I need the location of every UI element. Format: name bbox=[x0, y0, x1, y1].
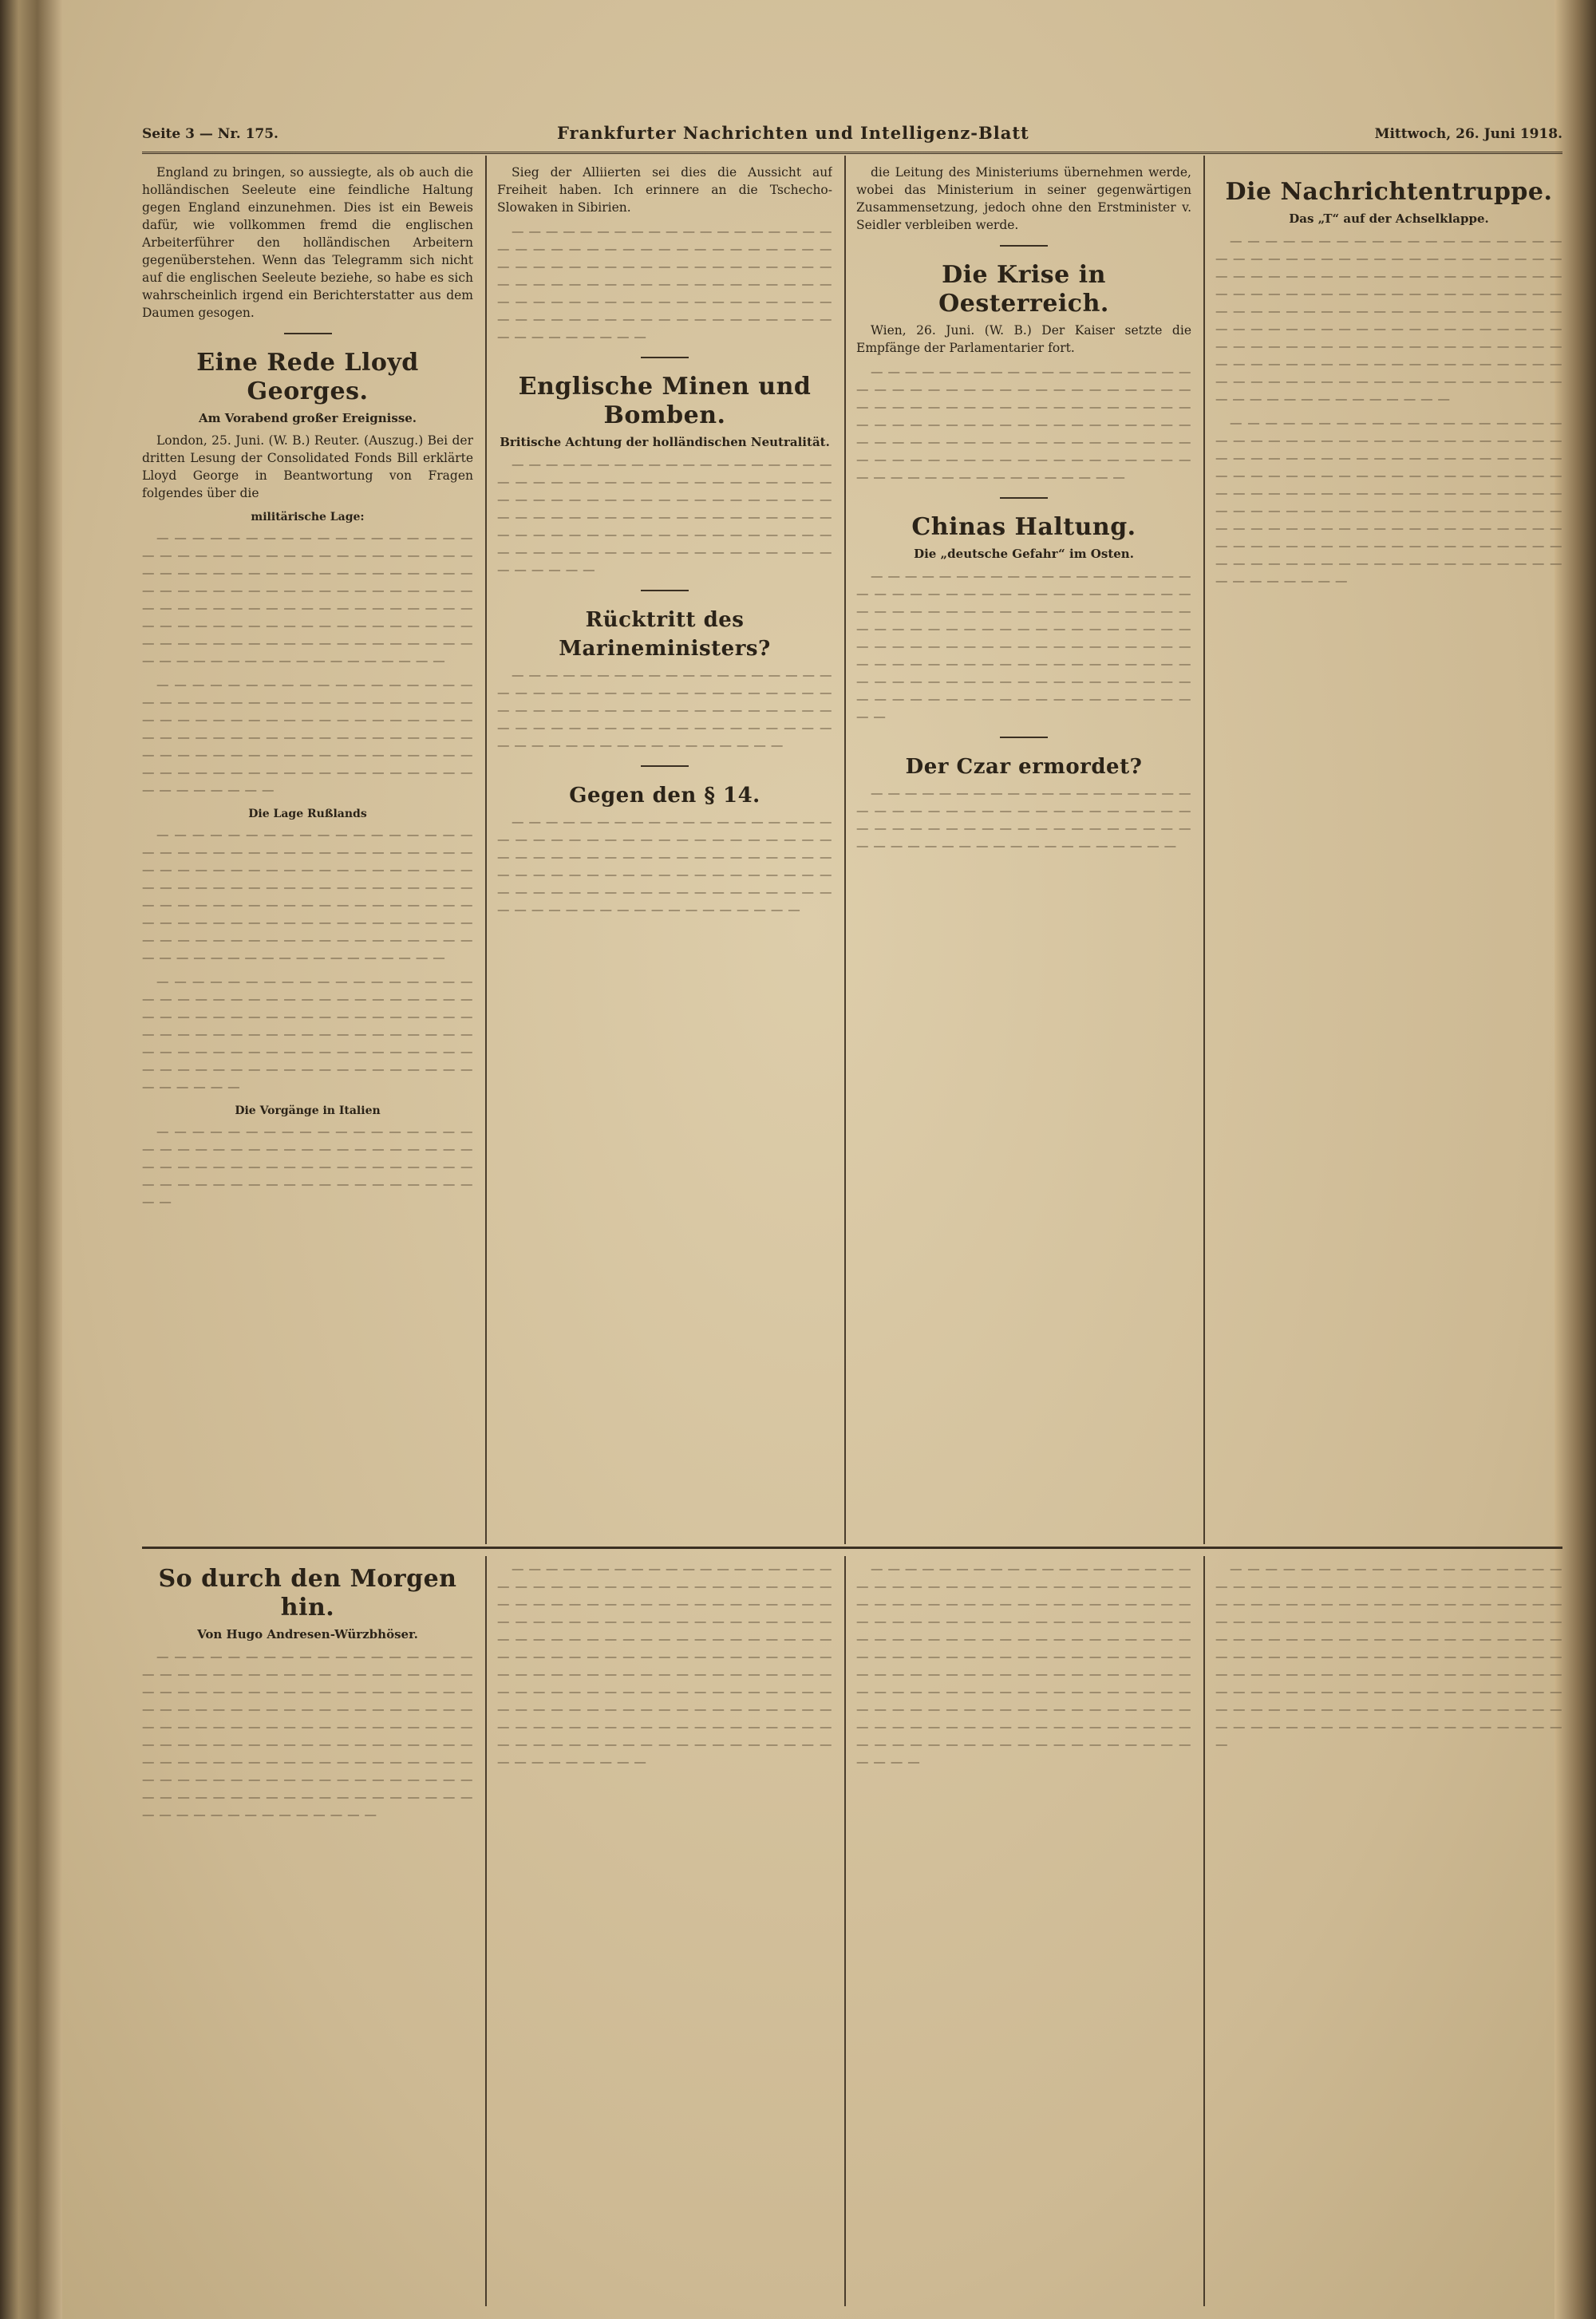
article-subhead: Das „T“ auf der Achselklappe. bbox=[1289, 211, 1489, 226]
intro-paragraph: Sieg der Alliierten sei dies die Aussicht auf Freiheit haben. Ich erinnere an die Tschecho-Slowaken in Sibirien. bbox=[497, 165, 832, 215]
body-text: — — — — — — — — — — — — — — — — — — — — — — — — — — — — — — — — — — — — — — — — — — — — — — — — — — — — — — — — — — — — — — — — — — — — — — — — — — — — — — — — — — — — — — — — — — — — — — — — — — — — — — — — — — — — — — — — — — — — — — — — — — — bbox=[497, 224, 832, 344]
column-rule bbox=[844, 156, 846, 1544]
article-headline: Rücktritt des Marineministers? bbox=[559, 608, 771, 661]
article-headline: Die Krise in Oesterreich. bbox=[938, 261, 1109, 318]
feuilleton-column-4 bbox=[1215, 1560, 1562, 2302]
issue-date: Mittwoch, 26. Juni 1918. bbox=[1374, 126, 1562, 142]
feuilleton-divider bbox=[142, 1547, 1562, 1549]
body-text: — — — — — — — — — — — — — — — — — — — — — — — — — — — — — — — — — — — — — — — — — — — — — — — — — — — — — — — — — — — — — — — — — — — — — — — — — — — — bbox=[856, 786, 1191, 853]
column-4 bbox=[1215, 164, 1562, 1540]
feuilleton-column-1 bbox=[142, 1560, 473, 2302]
column-rule bbox=[844, 1556, 846, 2306]
intro-paragraph: England zu bringen, so aussiegte, als ob auch die holländischen Seeleute eine feindliche Haltung gegen England einzunehmen. Dies ist ein Beweis dafür, wie vollkommen fremd die englischen Arbeiterführer den holländischen Arbeitern gegenüberstehen. Wenn das Telegramm sich nicht auf die englischen Seeleute beziehe, so habe es sich wahrscheinlich irgend ein Berichterstatter aus dem Daumen gesogen. bbox=[142, 165, 473, 320]
column-rule bbox=[485, 1556, 487, 2306]
body-text: — — — — — — — — — — — — — — — — — — — — — — — — — — — — — — — — — — — — — — — — — — — — — — — — — — — — — — — — — — — — — — — — — — — — — — — — — — — — — — — — — — — — — — — — — — — — — — — — — — — — — — — — — — — — — — — — — bbox=[497, 815, 832, 917]
intro-paragraph: die Leitung des Ministeriums übernehmen werde, wobei das Ministerium in seiner gegenwärtigen Zusammensetzung, jedoch ohne den Erstminister v. Seidler verbleiben werde. bbox=[856, 165, 1191, 232]
article-lead: Wien, 26. Juni. (W. B.) Der Kaiser setzte die Empfänge der Parlamentarier fort. bbox=[856, 323, 1191, 355]
body-text: — — — — — — — — — — — — — — — — — — — — — — — — — — — — — — — — — — — — — — — — — — — — — — — — — — — — — — — — — — — — — — — — — — — — — — — — — — — — — — — — — — — — — — — — — — — — — — — — — — — — — — — — — — — — — — — — — — — — — — — — — — — — — — — — — — — — — — — — — — — — — — — — — — — — — — — — — — — — — — — — — — — — — — — — — — — — — — — — — — — — — — — — bbox=[142, 1649, 473, 1822]
column-3 bbox=[856, 164, 1191, 1540]
article-headline: Der Czar ermordet? bbox=[905, 755, 1143, 779]
section-heading: militärische Lage: bbox=[251, 511, 365, 523]
separator bbox=[641, 765, 689, 767]
article-headline: Chinas Haltung. bbox=[911, 513, 1136, 541]
body-text: — — — — — — — — — — — — — — — — — — — — — — — — — — — — — — — — — — — — — — — — — — — — — — — — — — — — — — — — — — — — — — — — — — — — — — — — — — — — — — — — — — — — — — — — — — — — — — — — — — — — — — — — — — — — — — — — — — — — — — — — — — — — — — — — — — — — — — — — — — — — — — — — — — — — — — — — — — — — — — — — — — — — — — — — — — — — — — — — — — — — — — — — — — — — — — — — — — — — — — — — — — — — — — — — — — — — — bbox=[856, 1562, 1191, 1769]
body-text: — — — — — — — — — — — — — — — — — — — — — — — — — — — — — — — — — — — — — — — — — — — — — — — — — — — — — — — — — — — — — — — — — — — — — — — — — — — — — — — — — — — — — — — — — — — — — — — — — — — — — — — — — — — — — — — — — — — — — — — — — — — — — — — — — — bbox=[856, 365, 1191, 484]
section-heading: Die Vorgänge in Italien bbox=[235, 1104, 381, 1117]
article-subhead: Am Vorabend großer Ereignisse. bbox=[198, 411, 417, 425]
article-subhead: Britische Achtung der holländischen Neutralität. bbox=[500, 435, 830, 449]
article-headline: Englische Minen und Bomben. bbox=[518, 373, 812, 429]
separator bbox=[284, 333, 332, 334]
newspaper-page bbox=[62, 0, 1562, 2319]
column-rule bbox=[485, 156, 487, 1544]
separator bbox=[1000, 737, 1048, 738]
body-text: — — — — — — — — — — — — — — — — — — — — — — — — — — — — — — — — — — — — — — — — — — — — — — — — — — — — — — — — — — — — — — — — — — — — — — — — — — — — — — — — — — — — — — — — — — — — — — — — — — — — — — — — — — — — — — — — — — — — — — — — — — — — — — — — — — — — — — — — — — — — — — — — — — — — — — bbox=[142, 828, 473, 965]
article-headline: Die Nachrichtentruppe. bbox=[1225, 178, 1553, 206]
feuilleton-column-2 bbox=[497, 1560, 832, 2302]
separator bbox=[641, 590, 689, 591]
column-rule bbox=[1203, 156, 1205, 1544]
newspaper-title: Frankfurter Nachrichten und Intelligenz-Blatt bbox=[557, 123, 1029, 143]
body-text: — — — — — — — — — — — — — — — — — — — — — — — — — — — — — — — — — — — — — — — — — — — — — — — — — — — — — — — — — — — — — — — — — — — — — — — — — — — — — — — — — — — — — — — — — — — — — — — — — — — — — — — — — — — — — — — — — — — — — — — — — — — — — — — — — — — — — — — — — — — — — — — — — — — — — — — — — — — — — — — — — — — — — — — — — — — — — — — — — — — — — — — — — — — — — — — — — — — — — — — — — — — — — — — — — — — — — — — — — — bbox=[497, 1562, 832, 1769]
column-2 bbox=[497, 164, 832, 1540]
article-headline: Gegen den § 14. bbox=[569, 784, 760, 808]
body-text: — — — — — — — — — — — — — — — — — — — — — — — — — — — — — — — — — — — — — — — — — — — — — — — — — — — — — — — — — — — — — — — — — — — — — — — — — — — — — — — — — — — — — — — — — — — — — — — — — — — — — — — — — — — — — — — — — — — — — — — — — — — — — — — — — — — — — — — — — — — — — — — — — — — — — — — — — — bbox=[856, 569, 1191, 724]
body-text: — — — — — — — — — — — — — — — — — — — — — — — — — — — — — — — — — — — — — — — — — — — — — — — — — — — — — — — — — — — — — — — — — — — — — — — — — — — — — — — — — — — — — — — — — — — — — — — — — — — — — — — — — — — — — — — — — — — — — — — — — bbox=[142, 678, 473, 797]
left-page-edge bbox=[0, 0, 62, 2319]
body-text: — — — — — — — — — — — — — — — — — — — — — — — — — — — — — — — — — — — — — — — — — — — — — — — — — — — — — — — — — — — — — — — — — — — — — — — — — — — — — bbox=[142, 1124, 473, 1209]
article-subhead: Die „deutsche Gefahr“ im Osten. bbox=[914, 547, 1134, 561]
body-text: — — — — — — — — — — — — — — — — — — — — — — — — — — — — — — — — — — — — — — — — — — — — — — — — — — — — — — — — — — — — — — — — — — — — — — — — — — — — — — — — — — — — — — — — — — — — — — — — — — — — — — — — — — — — — — — — — — — — — — — — bbox=[497, 457, 832, 577]
column-rule bbox=[1203, 1556, 1205, 2306]
body-text: — — — — — — — — — — — — — — — — — — — — — — — — — — — — — — — — — — — — — — — — — — — — — — — — — — — — — — — — — — — — — — — — — — — — — — — — — — — — — — — — — — — — — — — — — — — — — — — — — — — — — — — — — — — — — — — — — — — — — — — bbox=[142, 974, 473, 1094]
column-1 bbox=[142, 164, 473, 1540]
article-lead: London, 25. Juni. (W. B.) Reuter. (Auszug.) Bei der dritten Lesung der Consolidated Fonds Bill erklärte Lloyd George in Beantwortung von Fragen folgendes über die bbox=[142, 433, 473, 500]
feuilleton-headline: So durch den Morgen hin. bbox=[158, 1565, 457, 1622]
feuilleton-byline: Von Hugo Andresen-Würzbhöser. bbox=[197, 1627, 418, 1641]
separator bbox=[1000, 497, 1048, 499]
body-text: — — — — — — — — — — — — — — — — — — — — — — — — — — — — — — — — — — — — — — — — — — — — — — — — — — — — — — — — — — — — — — — — — — — — — — — — — — — — — — — — — — — — — — — — — — — — — — — — — — — — — — — — — — — — — — — — — — — — — — — — — — — — — — — — — — — — — — — — — — — — — — — — — — — — — — — — — — — — — — — — — — — — — — — — — — — — — — — — — — — — — — — — — — — — — — — — — bbox=[1215, 234, 1562, 406]
separator bbox=[641, 357, 689, 358]
page-number: Seite 3 — Nr. 175. bbox=[142, 126, 279, 142]
body-text: — — — — — — — — — — — — — — — — — — — — — — — — — — — — — — — — — — — — — — — — — — — — — — — — — — — — — — — — — — — — — — — — — — — — — — — — — — — — — — — — — — — — — — — — — — — — — — — — — — — — — — — — — — — — — — — — — — — — — — — — — — — — — — — — — — — — — — — — — — — — — — — — — — — — — — — — — — — — — — — — — — — — — — — — — — — — — — — — — — — — — — — — — — — bbox=[1215, 416, 1562, 588]
article-headline: Eine Rede Lloyd Georges. bbox=[196, 349, 419, 405]
body-text: — — — — — — — — — — — — — — — — — — — — — — — — — — — — — — — — — — — — — — — — — — — — — — — — — — — — — — — — — — — — — — — — — — — — — — — — — — — — — — — — — — — — — — — — — — — — — — — — — — — — — — — — — — — — — — — — — — — — — — — — — — — — — — — — — — — — — — — — — — — — — — — — — — — — — — bbox=[142, 531, 473, 668]
page-header bbox=[142, 120, 1562, 154]
feuilleton-column-3 bbox=[856, 1560, 1191, 2302]
body-text: — — — — — — — — — — — — — — — — — — — — — — — — — — — — — — — — — — — — — — — — — — — — — — — — — — — — — — — — — — — — — — — — — — — — — — — — — — — — — — — — — — — — — — — — — — — — — — — — — — — — — — — — — — — — — — — — — — — — — — — — — — — — — — — — — — — — — — — — — — — — — — — — — — — — — — — — — — — — — — — — — — — — — — — — — — — — — — — — — — — — — — — — — — — — — — — — — — — — — — — — bbox=[1215, 1562, 1562, 1752]
section-heading: Die Lage Rußlands bbox=[248, 808, 367, 820]
body-text: — — — — — — — — — — — — — — — — — — — — — — — — — — — — — — — — — — — — — — — — — — — — — — — — — — — — — — — — — — — — — — — — — — — — — — — — — — — — — — — — — — — — — — — — — — — — — bbox=[497, 668, 832, 753]
separator bbox=[1000, 245, 1048, 247]
